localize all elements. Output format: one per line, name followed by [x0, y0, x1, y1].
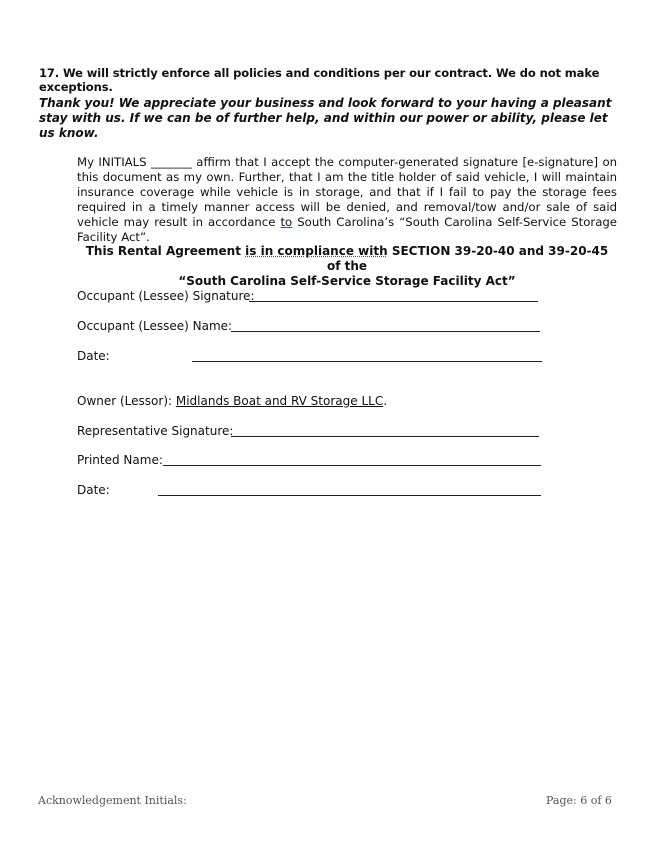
occupant-date-line[interactable]	[192, 361, 542, 362]
owner-date-line[interactable]	[158, 495, 541, 496]
rep-signature-label: Representative Signature:	[77, 424, 234, 438]
owner-company-name: Midlands Boat and RV Storage LLC	[175, 394, 384, 408]
printed-name-line[interactable]	[163, 465, 541, 466]
compliance-part3: SECTION 39-20-40 and 39-20-45 of the	[326, 244, 609, 273]
affirm-text-end: South Carolina’s “South Carolina Self-Service Storage Facility Act”.	[77, 215, 617, 244]
rep-signature-line[interactable]	[231, 436, 539, 437]
occupant-signature-label: Occupant (Lessee) Signature:	[77, 289, 255, 303]
affirm-text-start: My INITIALS _______ affirm that I accept the computer-generated signature [e-signature] on this document as my own. Further, that I am the title holder of said vehicle, I will maintain insurance coverage while vehicle is in storage, and that if I fail to pay the storage fees required in a timely manner access will be denied, and removal/tow and/or sale of said vehicle may result in accordance	[77, 155, 617, 229]
compliance-heading	[77, 244, 617, 289]
compliance-part1: This Rental Agreement	[85, 244, 246, 258]
compliance-part2: is in compliance with	[245, 244, 388, 258]
occupant-date-label: Date:	[77, 349, 110, 363]
owner-lessor	[77, 394, 387, 408]
footer-initials-label: Acknowledgement Initials:	[38, 794, 187, 807]
affirm-to-word: to	[280, 215, 293, 229]
footer-page-number: Page: 6 of 6	[546, 794, 612, 807]
thank-you-note: Thank you! We appreciate your business and look forward to your having a pleasant stay with us. If we can be of further help, and within our power or ability, please let us know.	[39, 96, 612, 140]
owner-date-label: Date:	[77, 483, 110, 497]
occupant-name-line[interactable]	[231, 331, 540, 332]
owner-period: .	[383, 394, 388, 408]
printed-name-label: Printed Name:	[77, 453, 163, 467]
owner-label: Owner (Lessor):	[77, 394, 176, 408]
policy-item-17: 17. We will strictly enforce all policies and conditions per our contract. We do not make exceptions.	[39, 66, 600, 94]
initials-affirmation	[77, 155, 617, 245]
occupant-name-label: Occupant (Lessee) Name:	[77, 319, 233, 333]
occupant-signature-line[interactable]	[249, 301, 538, 302]
compliance-act-name: “South Carolina Self-Service Storage Facility Act”	[178, 274, 516, 288]
